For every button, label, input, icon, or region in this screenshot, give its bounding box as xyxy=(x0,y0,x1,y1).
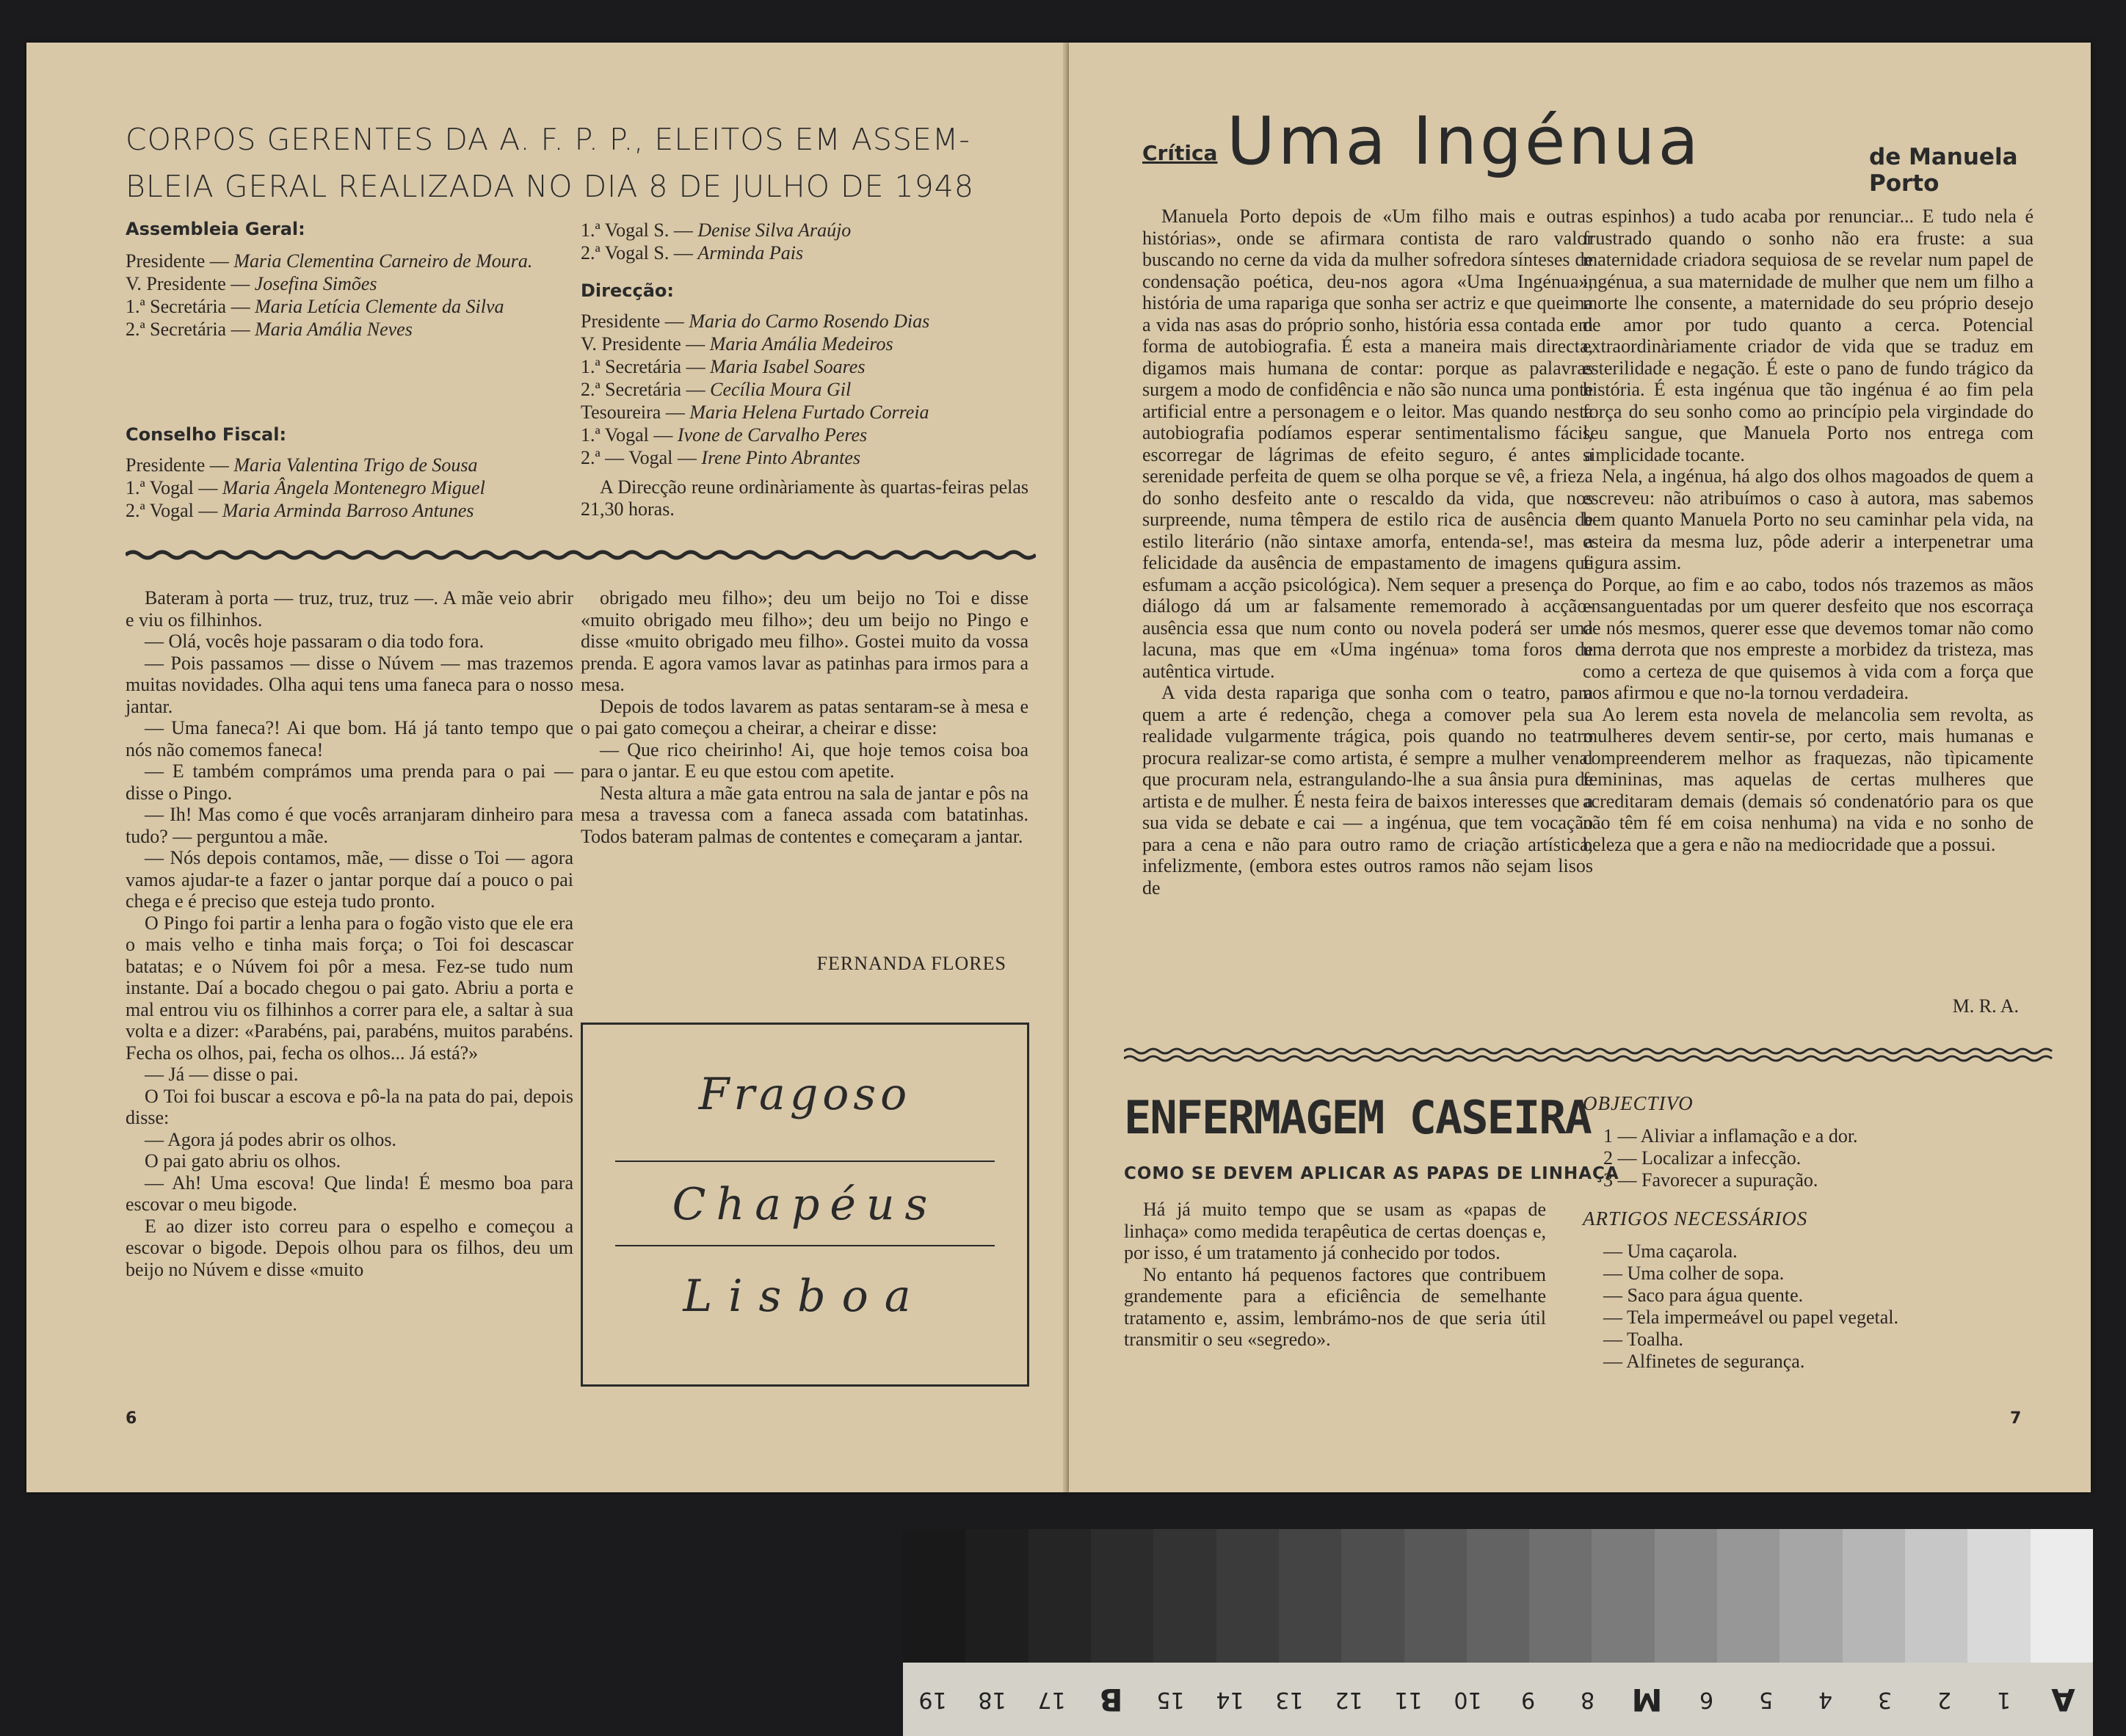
gray-patch xyxy=(1341,1529,1404,1663)
officer-role: Presidente — xyxy=(581,310,689,332)
officer-list xyxy=(581,310,1028,469)
ruler-label: M xyxy=(1631,1681,1663,1718)
officer-row xyxy=(581,401,1028,424)
artigos-list xyxy=(1583,1241,2038,1373)
enfermagem-subtitle: COMO SE DEVEM APLICAR AS PAPAS DE LINHAÇA xyxy=(1124,1164,1619,1183)
paragraph: — Nós depois contamos, mãe, — disse o Toi — agora vamos ajudar-te a fazer o jantar porque daí a pouco o pai chega e é preciso que esteja tudo pronto. xyxy=(126,847,573,912)
paragraph: Nesta altura a mãe gata entrou na sala de jantar e pôs na mesa a travessa com a faneca assada com batatinhas. Todos bateram palmas de contentes e começaram a jantar. xyxy=(581,782,1028,847)
gray-patch xyxy=(965,1529,1028,1663)
officer-role: 2.ª Secretária — xyxy=(126,319,255,340)
officer-name: Irene Pinto Abrantes xyxy=(701,447,861,468)
left-page xyxy=(26,43,1069,1492)
ruler-label: 5 xyxy=(1758,1686,1773,1713)
list-item: 1 — Aliviar a inflamação e a dor. xyxy=(1603,1125,1858,1147)
officer-name: Maria do Carmo Rosendo Dias xyxy=(689,310,930,332)
officer-row xyxy=(581,219,1028,241)
paragraph: Ao lerem esta novela de melancolia sem revolta, as mulheres devem sentir-se, por certo, mais humanas e compreenderem melhor as fraquezas, não tìpicamente femininas, mas aquelas de certas mulheres que acreditaram demais (demais só condenatório para os que não têm fé em coisa nenhuma) na vida e no sonho de beleza que a gera e não na mediocridade que a possui. xyxy=(1583,703,2034,855)
paragraph: espinhos) a tudo acaba por renunciar... E tudo nela é frustrado quando o sonho não era fruste: a sua maternidade criadora sequiosa de se revelar num papel de ingénua, a sua maternidade de mulher que nem um filho a morte lhe consente, a maternidade do seu próprio desejo de amor por tudo quanto a cerca. Potencial extraordinàriamente criador de vida que se traduz em esterilidade e negação. É este o pano de fundo trágico da história. É esta ingénua que tão ingénua é ao fim pela força do seu sonho como ao princípio pela virgindade do seu sangue, que Manuela Porto nos entrega com simplicidade tocante. xyxy=(1583,206,2034,465)
ruler-label: 8 xyxy=(1580,1686,1594,1713)
conselho-heading: Conselho Fiscal: xyxy=(126,424,287,445)
paragraph: Há já muito tempo que se usam as «papas de linhaça» como medida terapêutica de certas doenças e, por isso, é um tratamento já conhecido por todos. xyxy=(1124,1199,1546,1263)
officer-name: Maria Amália Medeiros xyxy=(709,333,893,355)
officer-role: 1.ª Vogal — xyxy=(581,424,678,446)
ruler-label: A xyxy=(2051,1681,2075,1718)
assembleia-heading: Assembleia Geral: xyxy=(126,219,305,239)
list-item: — Saco para água quente. xyxy=(1603,1285,1804,1306)
officer-row xyxy=(126,272,573,295)
story-author: FERNANDA FLORES xyxy=(816,953,1006,974)
officer-row xyxy=(126,499,573,522)
ad-city: Lisboa xyxy=(683,1271,927,1322)
section-label: Crítica xyxy=(1142,141,1218,165)
gray-patch xyxy=(1967,1529,2030,1663)
list-item: — Uma colher de sopa. xyxy=(1603,1263,1785,1284)
color-calibration-strip xyxy=(903,1529,2093,1736)
officer-name: Denise Silva Araújo xyxy=(697,219,852,241)
ruler-label: 4 xyxy=(1818,1686,1832,1713)
officer-row xyxy=(581,446,1028,469)
officer-role: Presidente — xyxy=(126,250,234,272)
paragraph: No entanto há pequenos factores que contribuem grandemente para a eficiência de semelhante tratamento e, assim, lembrámo-nos de que seria útil transmitir o seu «segredo». xyxy=(1124,1263,1546,1350)
page-number: 7 xyxy=(2010,1409,2022,1428)
officer-name: Cecília Moura Gil xyxy=(710,379,852,400)
gray-patch xyxy=(1216,1529,1279,1663)
ruler-label: B xyxy=(1099,1681,1123,1718)
paragraph: A vida desta rapariga que sonha com o teatro, para quem a arte é redenção, chega a comover pela sua realidade vulgarmente trágica, pois quando no teatro procura realizar-se como artista, é sempre a mulher venal que procuram nela, estrangulando-lhe a sua ânsia pura de artista e de mulher. É nesta feira de baixos interesses que a sua vida se debate e cai — a ingénua, que tem vocação para a cena e não para outro ramo de criação artística, infelizmente, (embora estes outros ramos não sejam lisos de xyxy=(1142,682,1593,898)
ruler-label: 14 xyxy=(1216,1686,1244,1713)
story-column-1 xyxy=(126,587,573,1280)
gray-patch xyxy=(1028,1529,1091,1663)
officer-name: Maria Letícia Clemente da Silva xyxy=(255,296,504,317)
direccao-heading: Direcção: xyxy=(581,280,674,301)
gray-patch xyxy=(1717,1529,1779,1663)
officer-role: V. Presidente — xyxy=(126,273,255,294)
objectivo-heading: OBJECTIVO xyxy=(1583,1092,1694,1114)
officer-row xyxy=(581,310,1028,333)
paragraph: O Toi foi buscar a escova e pô-la na pata do pai, depois disse: xyxy=(126,1085,573,1128)
ruler-label: 3 xyxy=(1877,1686,1892,1713)
wave-divider xyxy=(126,549,1036,561)
review-column-2 xyxy=(1583,206,2034,855)
officer-role: 1.ª Vogal — xyxy=(126,477,222,498)
officer-row xyxy=(581,241,1028,264)
officer-name: Josefina Simões xyxy=(254,273,377,294)
officer-row xyxy=(126,318,573,341)
enfermagem-body xyxy=(1124,1199,1546,1351)
officer-name: Ivone de Carvalho Peres xyxy=(677,424,868,446)
paragraph: O Pingo foi partir a lenha para o fogão visto que ele era o mais velho e tinha mais força; o Toi foi descascar batatas; e o Núvem foi pôr a mesa. Fez-se tudo num instante. Daí a bocado chegou o pai gato. Abriu a porta e mal entrou viu os filhinhos a correr para ele, a saltar à sua volta e a dizer: «Parabéns, pai, parabéns, muitos parabéns. Fecha os olhos, pai, fecha os olhos... Já está?» xyxy=(126,912,573,1064)
list-item: — Alfinetes de segurança. xyxy=(1603,1351,1805,1372)
ruler-label: 1 xyxy=(1996,1686,2011,1713)
paragraph: O pai gato abriu os olhos. xyxy=(145,1150,341,1172)
ruler-label: 13 xyxy=(1275,1686,1304,1713)
officer-name: Maria Ângela Montenegro Miguel xyxy=(222,477,485,498)
paragraph: — Uma faneca?! Ai que bom. Há já tanto tempo que nós não comemos faneca! xyxy=(126,717,573,760)
ruler-label: 9 xyxy=(1520,1686,1535,1713)
officer-role: 2.ª Vogal S. — xyxy=(581,242,698,264)
left-title: CORPOS GERENTES DA A. F. P. P., ELEITOS EM ASSEM- BLEIA GERAL REALIZADA NO DIA 8 DE JULHO DE 1948 xyxy=(126,122,974,204)
gray-patch xyxy=(1404,1529,1467,1663)
paragraph: — Ih! Mas como é que vocês arranjaram dinheiro para tudo? — perguntou a mãe. xyxy=(126,804,573,847)
gray-patch xyxy=(1779,1529,1842,1663)
direccao-note: A Direcção reune ordinàriamente às quartas-feiras pelas 21,30 horas. xyxy=(581,476,1028,520)
fragoso-advertisement xyxy=(581,1023,1029,1387)
paragraph: — Pois passamos — disse o Núvem — mas trazemos muitas novidades. Olha aqui tens uma faneca para o nosso jantar. xyxy=(126,652,573,717)
paragraph: Porque, ao fim e ao cabo, todos nós trazemos as mãos ensanguentadas por um querer desfeito que nos escorraça de nós mesmos, querer esse que devemos tomar não como uma derrota que nos empreste a morbidez da tristeza, mas como a certeza de que quisemos à vida com a força que nos afirmou e que no-la tornou verdadeira. xyxy=(1583,573,2034,703)
ruler-label: 6 xyxy=(1699,1686,1713,1713)
ad-product: Chapéus xyxy=(672,1179,938,1230)
page-number: 6 xyxy=(126,1409,137,1428)
review-title: Uma Ingénua xyxy=(1227,103,1702,180)
paragraph: — Agora já podes abrir os olhos. xyxy=(145,1128,397,1150)
officer-role: 1.ª Secretária — xyxy=(581,356,711,377)
officer-role: Tesoureira — xyxy=(581,402,690,423)
officer-name: Maria Arminda Barroso Antunes xyxy=(222,500,474,521)
list-item: — Toalha. xyxy=(1603,1329,1683,1350)
ad-brand: Fragoso xyxy=(698,1069,912,1120)
ruler-label: 19 xyxy=(918,1686,947,1713)
officer-name: Maria Valentina Trigo de Sousa xyxy=(233,454,478,476)
paragraph: — Que rico cheirinho! Ai, que hoje temos coisa boa para o jantar. E eu que estou com apetite. xyxy=(581,738,1028,782)
enfermagem-title: ENFERMAGEM CASEIRA xyxy=(1124,1091,1591,1144)
ruler-label: 18 xyxy=(978,1686,1006,1713)
list-item: — Uma caçarola. xyxy=(1603,1241,1738,1262)
gray-patch xyxy=(2031,1529,2093,1663)
list-item: 3 — Favorecer a supuração. xyxy=(1603,1169,1818,1191)
story-column-2 xyxy=(581,587,1028,847)
review-signature: M. R. A. xyxy=(1952,995,2019,1017)
officer-name: Maria Clementina Carneiro de Moura. xyxy=(233,250,533,272)
officer-row xyxy=(581,355,1028,378)
officer-row xyxy=(126,250,573,272)
conselho-section xyxy=(126,424,573,522)
officer-row xyxy=(581,333,1028,355)
wave-divider xyxy=(1124,1047,2056,1063)
ad-divider xyxy=(615,1161,995,1162)
ruler-label: 17 xyxy=(1037,1686,1066,1713)
officer-role: 2.ª — Vogal — xyxy=(581,447,702,468)
paragraph: — Olá, vocês hoje passaram o dia todo fora. xyxy=(145,631,485,652)
officer-role: 2.ª Secretária — xyxy=(581,379,711,400)
officer-row xyxy=(126,454,573,476)
gray-patch xyxy=(1279,1529,1341,1663)
list-item: 2 — Localizar a infecção. xyxy=(1603,1147,1802,1169)
gray-patch xyxy=(1655,1529,1717,1663)
gray-patch xyxy=(1905,1529,1967,1663)
assembleia-section xyxy=(126,219,573,341)
gray-scale-row xyxy=(903,1529,2093,1663)
ad-divider xyxy=(615,1245,995,1246)
paragraph: Manuela Porto depois de «Um filho mais e outras histórias», onde se afirmara contista de raro valor buscando no cerne da vida da mulher sofredora sínteses de condensação poética, deu-nos agora «Uma Ingénua», história de uma rapariga que sonha ser actriz e que queima a vida nas asas do próprio sonho, história essa contada em forma de autobiografia. É esta a maneira mais directa, digamos mais humana de contar: porque as palavras surgem a modo de confidência e não são nunca uma ponte artificial entre a personagem e o leitor. Mas quando nesta autobiografia podíamos esperar sentimentalismo fácil, escorregar de lágrimas de efeito seguro, é antes a serenidade perfeita de quem se olha porque se vê, a frieza do sonho desfeito ante o rescaldo da vida, que nos surpreende, numa têmpera de estilo rica de ausência de estilo literário (não sintaxe amorfa, entenda-se!, mas a felicidade da ausência de empastamento de imagens que esfumam a acção psicológica). Nem sequer a presença do diálogo dá um ar falsamente rememorado à acção-ausência essa que num conto ou novela poderá ser uma lacuna, mas que em «Uma ingénua» toma foros de autêntica virtude. xyxy=(1142,206,1593,682)
paragraph: E ao dizer isto correu para o espelho e começou a escovar o bigode. Depois olhou para os filhos, deu um beijo no Núvem e disse «muito xyxy=(126,1215,573,1280)
gray-patch xyxy=(1529,1529,1592,1663)
officer-row xyxy=(581,424,1028,446)
paragraph: — E também comprámos uma prenda para o pai — disse o Pingo. xyxy=(126,760,573,804)
gray-patch xyxy=(1091,1529,1153,1663)
gray-patch xyxy=(903,1529,965,1663)
ruler-label: 2 xyxy=(1937,1686,1951,1713)
officer-role: Presidente — xyxy=(126,454,234,476)
officer-role: 2.ª Vogal — xyxy=(126,500,222,521)
artigos-heading: ARTIGOS NECESSÁRIOS xyxy=(1583,1207,1808,1230)
right-page xyxy=(1069,43,2091,1492)
gray-patch xyxy=(1592,1529,1654,1663)
officer-role: 1.ª Vogal S. — xyxy=(581,219,698,241)
objectivo-section xyxy=(1583,1092,2038,1373)
paragraph: Bateram à porta — truz, truz, truz —. A mãe veio abrir e viu os filhinhos. xyxy=(126,587,573,631)
paragraph: — Ah! Uma escova! Que linda! É mesmo boa para escovar o meu bigode. xyxy=(126,1172,573,1215)
gray-patch xyxy=(1467,1529,1529,1663)
officer-row xyxy=(126,295,573,318)
officer-name: Maria Helena Furtado Correia xyxy=(689,402,929,423)
officer-list xyxy=(126,250,573,341)
paragraph: obrigado meu filho»; deu um beijo no Toi e disse «muito obrigado meu filho»; deu um beijo no Pingo e disse «muito obrigado meu filho». Gostei muito da vossa prenda. E agora vamos lavar as patinhas para irmos para a mesa. xyxy=(581,587,1028,695)
officer-row xyxy=(126,476,573,499)
ruler-label: 12 xyxy=(1335,1686,1364,1713)
officer-row xyxy=(581,378,1028,401)
direccao-section xyxy=(581,219,1028,520)
review-byline: de Manuela Porto xyxy=(1869,144,2018,197)
paragraph: Nela, a ingénua, há algo dos olhos magoados de quem a escreveu: não atribuímos o caso à autora, mas sabemos bem quanto Manuela Porto no seu caminhar pela vida, na esteira da mesma luz, pôde aderir a interpenetrar uma figura assim. xyxy=(1583,465,2034,573)
review-header xyxy=(1142,103,2067,197)
officer-name: Maria Amália Neves xyxy=(255,319,413,340)
officer-role: V. Presidente — xyxy=(581,333,710,355)
gray-patch xyxy=(1843,1529,1905,1663)
list-item: — Tela impermeável ou papel vegetal. xyxy=(1603,1307,1898,1328)
measurement-ruler xyxy=(903,1663,2093,1736)
gray-patch xyxy=(1153,1529,1216,1663)
officer-role: 1.ª Secretária — xyxy=(126,296,255,317)
officer-list xyxy=(126,454,573,522)
objectivo-list xyxy=(1583,1125,2038,1191)
ruler-label: 10 xyxy=(1454,1686,1483,1713)
vogais-list xyxy=(581,219,1028,264)
officer-name: Arminda Pais xyxy=(697,242,804,264)
ruler-label: 11 xyxy=(1394,1686,1423,1713)
paragraph: — Já — disse o pai. xyxy=(145,1064,299,1085)
officer-name: Maria Isabel Soares xyxy=(710,356,866,377)
ruler-label: 15 xyxy=(1156,1686,1185,1713)
review-column-1 xyxy=(1142,206,1593,898)
paragraph: Depois de todos lavarem as patas sentaram-se à mesa e o pai gato começou a cheirar, a cheirar e disse: xyxy=(581,695,1028,738)
